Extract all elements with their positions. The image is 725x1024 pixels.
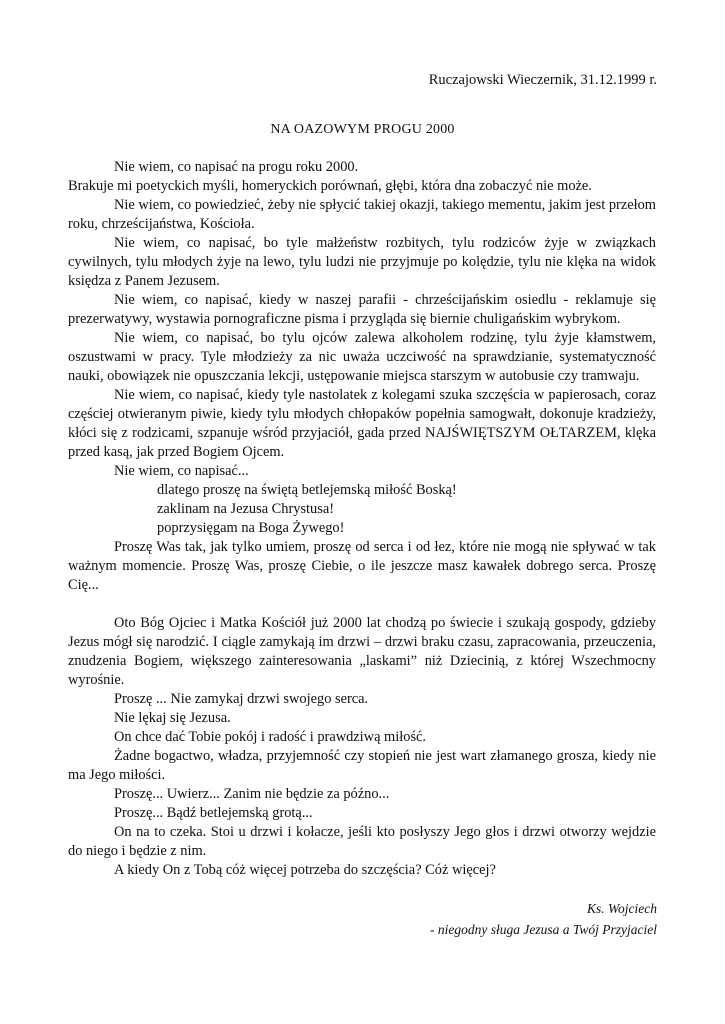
signature-subtitle: - niegodny sługa Jezusa a Twój Przyjaciel xyxy=(430,922,657,937)
paragraph: Nie wiem, co napisać, kiedy w naszej parafii - chrześcijańskim osiedlu - reklamuje się prezerwatywy, wystawia pornograficzne pisma i przygląda się biernie chuligańskim wybrykom. xyxy=(68,292,656,327)
paragraph: Nie wiem, co napisać, bo tyle małżeństw rozbitych, tylu rodziców żyje w związkach cywilnych, tylu młodych żyje na lewo, tylu ludzi nie przyjmuje po kolędzie, tylu nie klęka na widok księdza z Panem Jezusem. xyxy=(68,235,656,289)
paragraph: Oto Bóg Ojciec i Matka Kościół już 2000 lat chodzą po świecie i szukają gospody, gdzieby Jezus mógł się narodzić. I ciągle zamykają im drzwi – drzwi braku czasu, zapracowania, przeuczenia, znudzenia Bogiem, większego zainteresowania „laskami” niż Dziecinią, z której Wszechmocny wyrośnie. xyxy=(68,615,656,688)
paragraph: Proszę Was tak, jak tylko umiem, proszę od serca i od łez, które nie mogą nie spływać w tak ważnym momencie. Proszę Was, proszę Ciebie, o ile jeszcze masz kawałek dobrego serca. Proszę Cię... xyxy=(68,539,656,593)
paragraph: A kiedy On z Tobą cóż więcej potrzeba do szczęścia? Cóż więcej? xyxy=(114,862,496,878)
verse-line: zaklinam na Jezusa Chrystusa! xyxy=(157,501,335,517)
verse-line: poprzysięgam na Boga Żywego! xyxy=(157,520,345,536)
page-title: NA OAZOWYM PROGU 2000 xyxy=(270,122,455,137)
paragraph: Proszę ... Nie zamykaj drzwi swojego serca. xyxy=(114,691,369,707)
paragraph: On chce dać Tobie pokój i radość i prawdziwą miłość. xyxy=(114,729,427,745)
paragraph: Nie wiem, co napisać na progu roku 2000. xyxy=(114,159,359,175)
paragraph: Proszę... Bądź betlejemską grotą... xyxy=(114,805,313,821)
paragraph: Nie wiem, co napisać, bo tylu ojców zalewa alkoholem rodzinę, tylu żyje kłamstwem, oszustwami w pracy. Tyle młodzieży za nic uważa uczciwość na sprawdzianie, systematyczność nauki, obowiązek nie opuszczania lekcji, ustępowanie miejsca starszym w autobusie czy tramwaju. xyxy=(68,330,656,384)
paragraph: Nie wiem, co napisać, kiedy tyle nastolatek z kolegami szuka szczęścia w papierosach, coraz częściej otwieranym piwie, kiedy tylu młodych chłopaków popełnia samogwałt, dokonuje kradzieży, kłóci się z rodzicami, szpanuje wśród przyjaciół, gada przed NAJŚWIĘTSZYM OŁTARZEM, klęka przed kasą, jak przed Bogiem Ojcem. xyxy=(68,387,656,460)
letter-body xyxy=(68,158,656,880)
signature-block xyxy=(430,898,657,940)
place-date-line: Ruczajowski Wieczernik, 31.12.1999 r. xyxy=(428,72,657,88)
paragraph: Żadne bogactwo, władza, przyjemność czy stopień nie jest wart złamanego grosza, kiedy nie ma Jego miłości. xyxy=(68,748,656,783)
paragraph: Proszę... Uwierz... Zanim nie będzie za późno... xyxy=(114,786,390,802)
paragraph: Nie wiem, co napisać... xyxy=(114,463,249,479)
paragraph: Nie lękaj się Jezusa. xyxy=(114,710,231,726)
paragraph: Nie wiem, co powiedzieć, żeby nie spłycić takiej okazji, takiego mementu, jakim jest przełom roku, chrześcijaństwa, Kościoła. xyxy=(68,197,656,232)
paragraph: Brakuje mi poetyckich myśli, homeryckich porównań, głębi, która dna zobaczyć nie może. xyxy=(68,178,592,194)
verse-line: dlatego proszę na świętą betlejemską miłość Boską! xyxy=(157,482,457,498)
paragraph: On na to czeka. Stoi u drzwi i kołacze, jeśli kto posłyszy Jego głos i drzwi otworzy wejdzie do niego i będzie z nim. xyxy=(68,824,656,859)
signature-name: Ks. Wojciech xyxy=(587,901,657,916)
